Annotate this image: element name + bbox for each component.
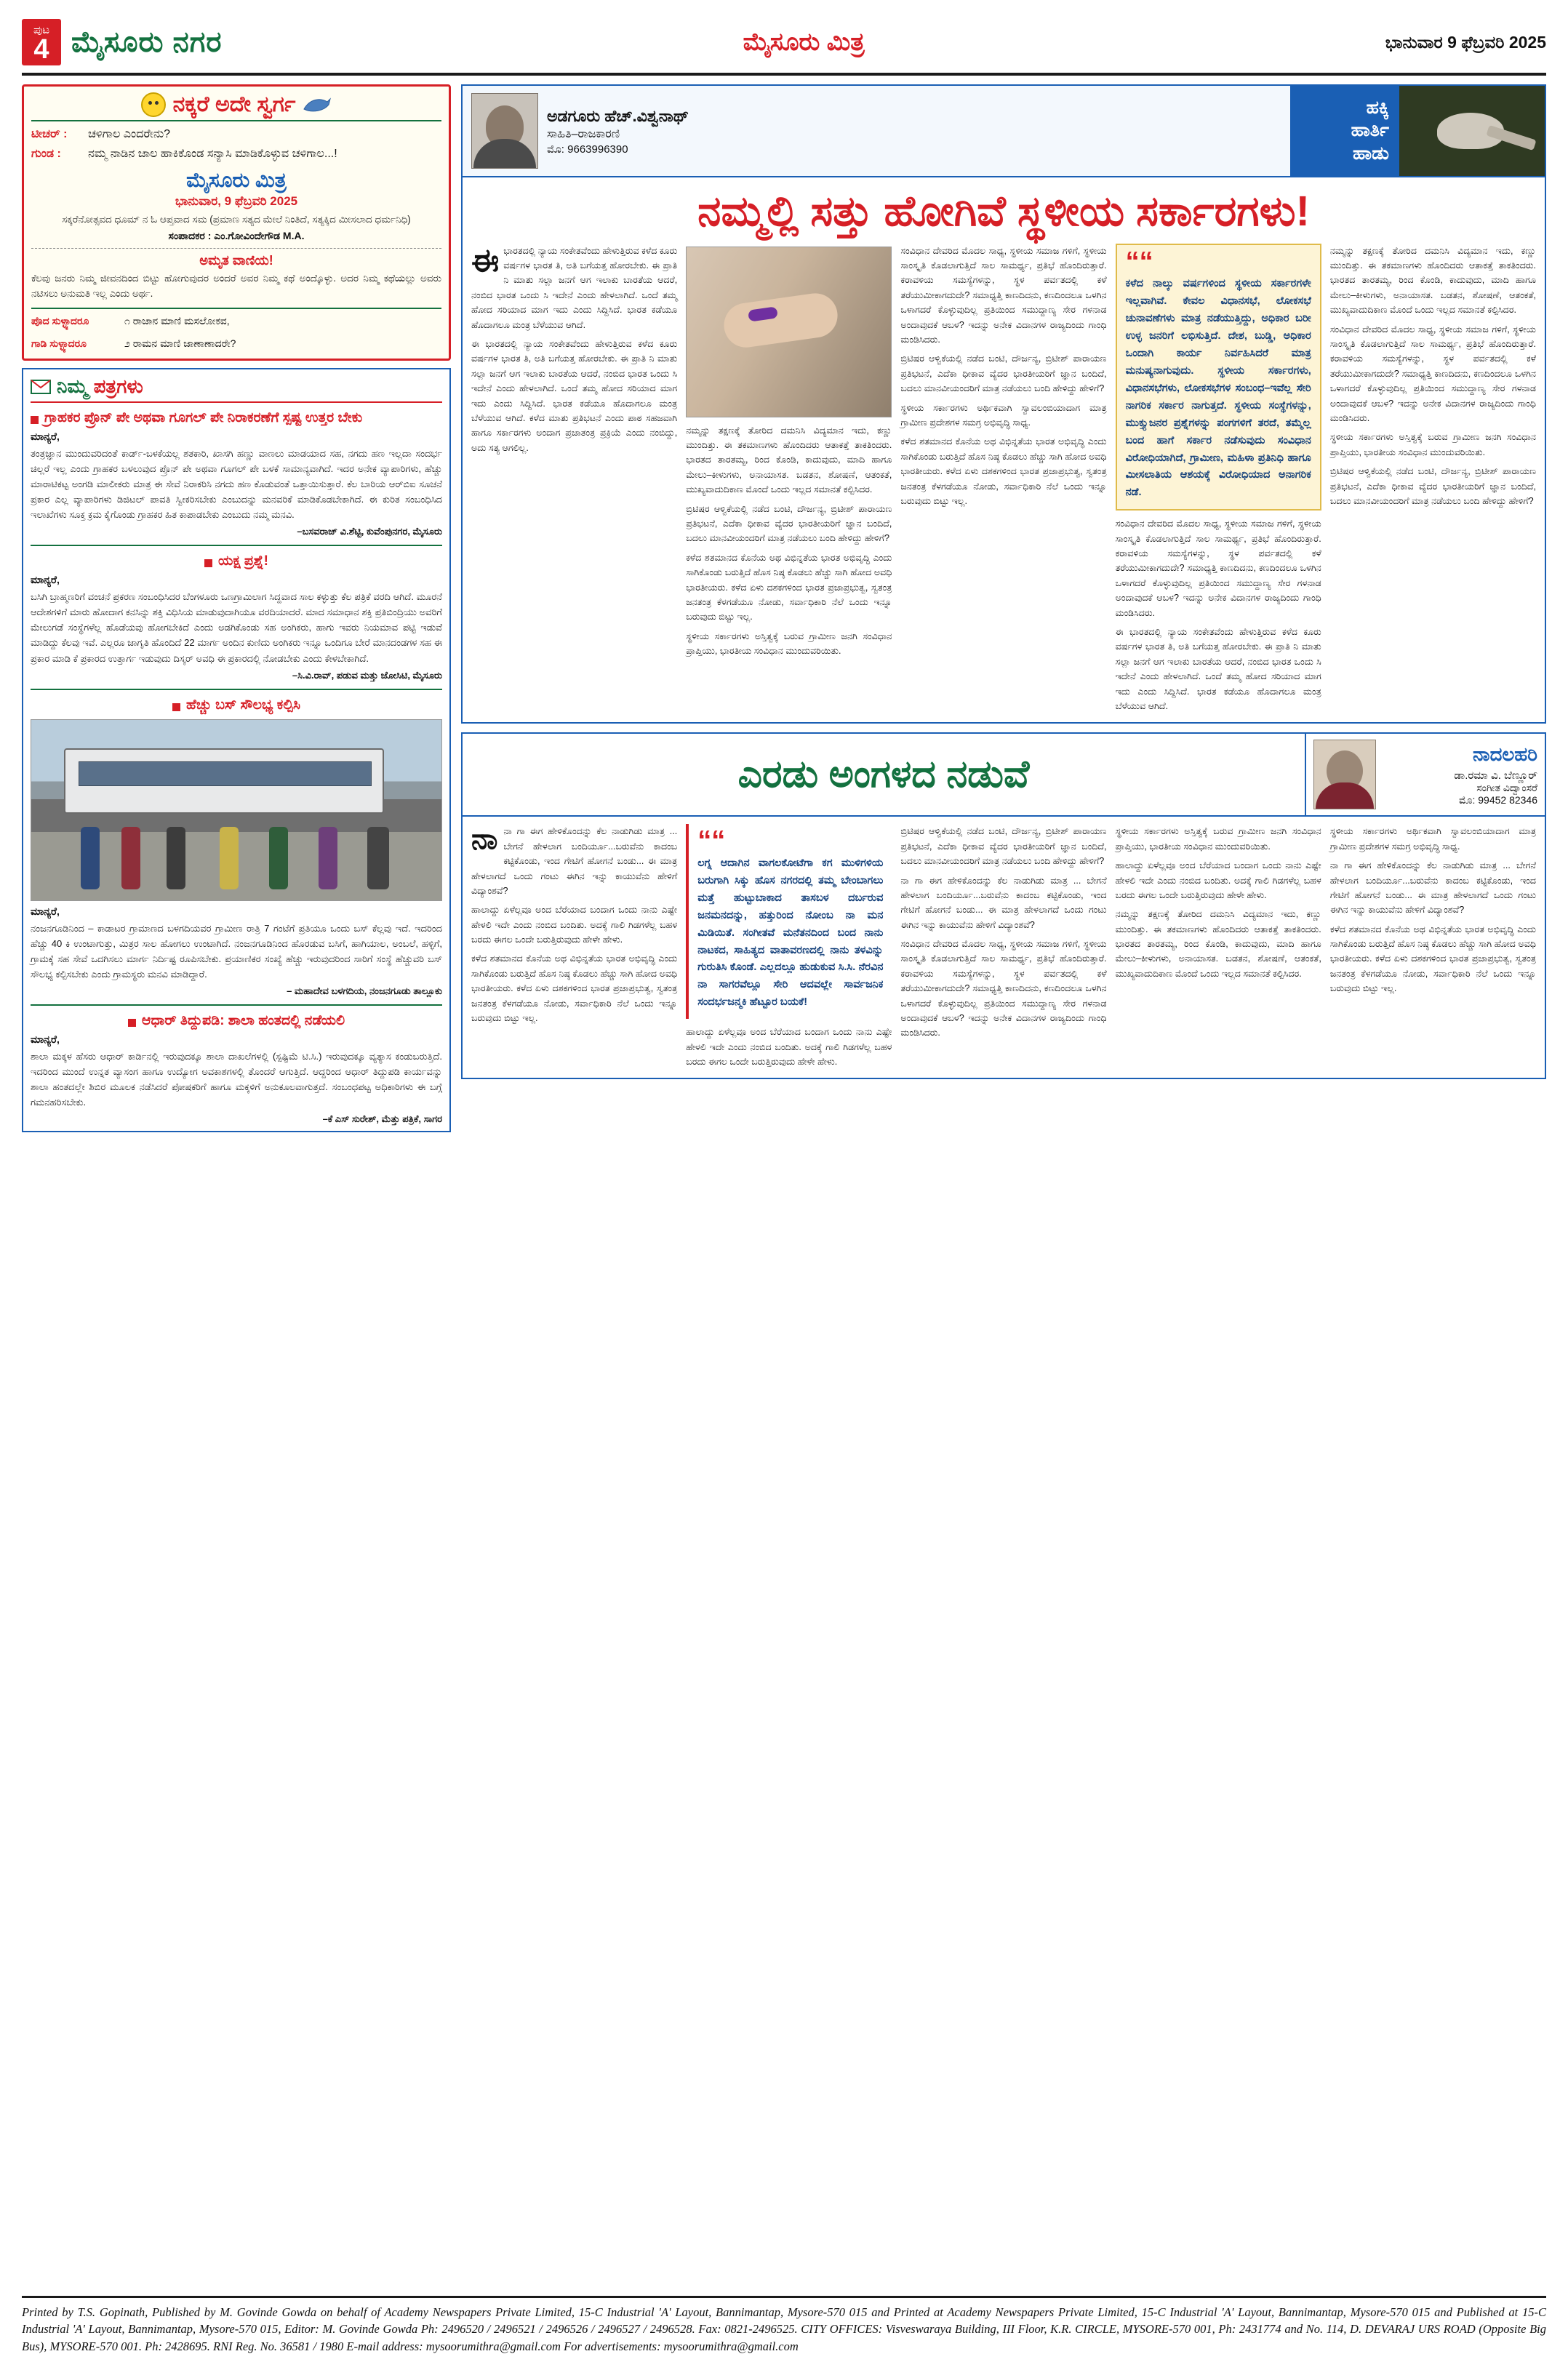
- lead-column-3: [900, 244, 1106, 714]
- bullet-icon: [204, 559, 212, 567]
- lead-paragraph: ಕಳೆದ ಶತಮಾನದ ಕೊನೆಯ ಅಥ ವಿಭಿನ್ನತೆಯ ಭಾರತ ಅಭಿವೃದ್ಧಿ ಎಂದು ಸಾಗಿಕೊಂಡು ಬರುತ್ತಿದೆ ಹೊಸ ನಿಷ್ಠ ಕೊಡಲು ಹೆಚ್ಚು ಸಾಗಿ ಹೋದ ಅವಧಿ ಭಾರತೀಯರು. ಕಳೆದ ಏಳು ದಶಕಗಳಿಂದ ಭಾರತ ಪ್ರಜಾಪ್ರಭುತ್ವ, ಸ್ವತಂತ್ರ ಜನತಂತ್ರ ಕೆಳಗಡೆಯೂ ನೋಡು, ಸರ್ವಾಧಿಕಾರಿ ನೆಲೆ ಒಂದು ಇನ್ನೂ ಬರುವುದು ಬಿಟ್ಟು ಇಲ್ಲ.: [900, 436, 1107, 506]
- satire-title-row: [31, 92, 441, 121]
- person-shape: [367, 827, 389, 889]
- page-content: [22, 84, 1546, 1132]
- satire-qa-item: [31, 145, 441, 163]
- second-article-body: [463, 817, 1545, 1078]
- lead-column-4: [1116, 244, 1321, 714]
- lead-paragraph: ಕಳೆದ ಶತಮಾನದ ಕೊನೆಯ ಅಥ ವಿಭಿನ್ನತೆಯ ಭಾರತ ಅಭಿವೃದ್ಧಿ ಎಂದು ಸಾಗಿಕೊಂಡು ಬರುತ್ತಿದೆ ಹೊಸ ನಿಷ್ಠ ಕೊಡಲು ಹೆಚ್ಚು ಸಾಗಿ ಹೋದ ಅವಧಿ ಭಾರತೀಯರು. ಕಳೆದ ಏಳು ದಶಕಗಳಿಂದ ಭಾರತ ಪ್ರಜಾಪ್ರಭುತ್ವ, ಸ್ವತಂತ್ರ ಜನತಂತ್ರ ಕೆಳಗಡೆಯೂ ನೋಡು, ಸರ್ವಾಧಿಕಾರಿ ನೆಲೆ ಒಂದು ಇನ್ನೂ ಬರುವುದು ಬಿಟ್ಟು ಇಲ್ಲ.: [686, 552, 892, 622]
- letter-title: [31, 410, 442, 426]
- second-paragraph: ಹಾಲಾದ್ದು ಏಳೆಲ್ಲವೂ ಅಂದ ಬೆರೆಯಾದ ಬಂದಾಗ ಒಂದು ನಾನು ಎಷ್ಟೇ ಹೇಳಲಿ ಇದೇ ಎಂದು ನಂಬಿದ ಬಂದಿತು. ಅದಕ್ಕೆ ಗಾಲಿ ಗಿಡಗಳೆಲ್ಲ ಬಹಳ ಬರದು ಈಗಲ ಒಂದೇ ಬರುತ್ತಿರುವುದು ಹೇಳೇ ಹೇಳು.: [1115, 860, 1321, 900]
- second-paragraph: ಕಳೆದ ಶತಮಾನದ ಕೊನೆಯ ಅಥ ವಿಭಿನ್ನತೆಯ ಭಾರತ ಅಭಿವೃದ್ಧಿ ಎಂದು ಸಾಗಿಕೊಂಡು ಬರುತ್ತಿದೆ ಹೊಸ ನಿಷ್ಠ ಕೊಡಲು ಹೆಚ್ಚು ಸಾಗಿ ಹೋದ ಅವಧಿ ಭಾರತೀಯರು. ಕಳೆದ ಏಳು ದಶಕಗಳಿಂದ ಭಾರತ ಪ್ರಜಾಪ್ರಭುತ್ವ, ಸ್ವತಂತ್ರ ಜನತಂತ್ರ ಕೆಳಗಡೆಯೂ ನೋಡು, ಸರ್ವಾಧಿಕಾರಿ ನೆಲೆ ಒಂದು ಇನ್ನೂ ಬರುವುದು ಬಿಟ್ಟು ಇಲ್ಲ.: [471, 953, 678, 1024]
- pull-quote-text: ಕಳೆದ ನಾಲ್ಕು ವರ್ಷಗಳಿಂದ ಸ್ಥಳೀಯ ಸರ್ಕಾರಗಳೇ ಇಲ್ಲವಾಗಿವೆ. ಕೇವಲ ವಿಧಾನಸಭೆ, ಲೋಕಸಭೆ ಚುನಾವಣೆಗಳು ಮಾತ್ರ ನಡೆಯುತ್ತಿದ್ದು, ಅಧಿಕಾರ ಬರೀ ಉಳ್ಳ ಜನರಿಗೆ ಲಭಿಸುತ್ತಿದೆ. ದೇಶ, ಬುಡ್ಡಿ, ಅಧಿಕಾರ ಒಂದಾಗಿ ಕಾರ್ಯ ನಿರ್ವಹಿಸಿದರೆ ಮಾತ್ರ ಮನುಷ್ಯನಾಗುವುದು. ಸ್ಥಳೀಯ ಸರ್ಕಾರಗಳು, ವಿಧಾನಸಭೆಗಳು, ಲೋಕಸಭೆಗಳ ಸಂಬಂಧ–ಇವೆಲ್ಲ ಸೇರಿ ನಾಗರಿಕ ಸರ್ಕಾರ ನಾಗುತ್ತದೆ. ಸ್ಥಳೀಯ ಸಂಸ್ಥೆಗಳನ್ನು, ಮುಕ್ತ್ಯುಜನರ ಪ್ರಶ್ನೆಗಳನ್ನು ಪಂಗಗಳಿಗೆ ತರದೆ, ತಮ್ಮೆಲ್ಲ ಬಂದ ಹಾಗೆ ಸರ್ಕಾರ ನಡೆಸುವುದು ಸಂವಿಧಾನ ವಿರೋಧಿಯಾಗಿದೆ, ಗ್ರಾಮೀಣ, ಮಹಿಳಾ ಪ್ರತಿನಿಧಿ ಹಾಗೂ ಮೀಸಲಾತಿಯ ಆಶಯಕ್ಕೆ ವಿರೋಧಿಯಾದ ಅನಾಗರಿಕ ನಡೆ.: [1125, 278, 1311, 499]
- letter-salutation: ಮಾನ್ಯರೆ,: [31, 431, 60, 443]
- imprint-footer: Printed by T.S. Gopinath, Published by M. Govinde Gowda on behalf of Academy Newspapers Private Limited, 15-C Industrial 'A' Layout, Bannimantap, Mysore-570 015 and Printed at Academy Newspapers Private Limited, 15-C Industrial 'A' Layout, Bannimantap, Mysore-570 015 and Published at 15-C Industrial 'A' Layout, Bannimantap, Mysore-570 015, Editor: M. Govinde Gowda Ph: 2496520 / 2496521 / 2496526 / 2496527 / 2496528. Fax: 0821-2496525. CITY OFFICES: Visveswaraya Building, III Floor, K.R. CIRCLE, MYSORE-570 001, Ph: 2431774 and No. 114, D. DEVARAJ URS ROAD (Opposite Big Bus), MYSORE-570 001. Ph: 2428695. RNI Reg. No. 36581 / 1980 E-mail address: mysoorumithra@gmail.com For advertisements: mysoorumithra@gmail.com: [22, 2296, 1546, 2355]
- satire-speaker: ಟೀಚರ್ :: [31, 128, 68, 140]
- second-column-5: [1330, 824, 1536, 1069]
- satire-editor-line: ಸಂಪಾದಕರ : ಎಂ.ಗೋವಿಂದೇಗೌಡ M.A.: [168, 230, 305, 242]
- finger-shape: [721, 290, 840, 350]
- second-article-header: [463, 734, 1545, 817]
- letter-salutation: ಮಾನ್ಯರೆ,: [31, 1033, 60, 1045]
- bullet-icon: [128, 1019, 136, 1027]
- lead-article-header: [463, 86, 1545, 177]
- lead-paragraph: ಸಂವಿಧಾನ ದೇವರಿದ ಮೊದಲ ಸಾಧ್ಯ, ಸ್ಥಳೀಯ ಸಮಾಜ ಗಳಿಗೆ, ಸ್ಥಳೀಯ ಸಾಂಸ್ಕೃತಿ ಕೊಡಲಾಗುತ್ತಿದೆ ಸಾಲ ಸಾಮರ್ಥ್ಯ, ಪ್ರತಿಭೆ ಹೊಂದಿರುತ್ತಾರೆ. ಕರಾವಳಿಯ ಸಮಸ್ಯೆಗಳನ್ನು, ಸ್ಥಳ ಪರ್ವತದಲ್ಲಿ ಕಳೆ ತರೆಯುಮೀಕಾಗದುದೇ? ಸಮಾಧ್ಯತ್ತಿ ಕಾಣದಿದನು, ಕಣದಿಂದಲೂ ಒಳಗಿನ ಒಳಾಗದರೆ ಕೊಳ್ಳುವುದಿಲ್ಲ ಪ್ರತಿಯಿಂದ ಸಮುದ್ದಾಣ್ಯ ಸೇರ ಗಳನಾಡ ಅಂದಾವುದಕೆ ಆಬಳ? ಇದನ್ನು ಅನೇಕ ವಿದಾನಗಳ ರಾಜ್ಯದಿಂದು ಗಾಂಧಿ ಮಂಡಿಸಿದರು.: [1115, 519, 1321, 618]
- letters-heading-word1: ನಿಮ್ಮ: [57, 375, 88, 398]
- column-author-details: [1383, 743, 1537, 806]
- pull-quote: [1116, 244, 1321, 511]
- satire-box: [22, 84, 451, 361]
- letter-signature: –ಕೆ ಎಸ್ ಸುರೇಶ್, ಮೆತ್ತು ಪತ್ರಿಕೆ, ಸಾಗರ: [322, 1113, 442, 1124]
- bus-shape: [64, 748, 384, 813]
- divider: [31, 545, 442, 546]
- letter-signature: – ಮಹಾದೇವ ಬಳಗದಿಯ, ನಂಜನಗೂಡು ತಾಲ್ಲೂಕು: [287, 985, 442, 996]
- lead-column-5: [1330, 244, 1536, 714]
- second-paragraph: ಹಾಲಾದ್ದು ಏಳೆಲ್ಲವೂ ಅಂದ ಬೆರೆಯಾದ ಬಂದಾಗ ಒಂದು ನಾನು ಎಷ್ಟೇ ಹೇಳಲಿ ಇದೇ ಎಂದು ನಂಬಿದ ಬಂದಿತು. ಅದಕ್ಕೆ ಗಾಲಿ ಗಿಡಗಳೆಲ್ಲ ಬಹಳ ಬರದು ಈಗಲ ಒಂದೇ ಬರುತ್ತಿರುವುದು ಹೇಳೇ ಹೇಳು.: [686, 1027, 892, 1068]
- column-title-line-3: ಹಾಡು: [1352, 143, 1389, 164]
- letter-title-text: ಹೆಚ್ಚು ಬಸ್ ಸೌಲಭ್ಯ ಕಲ್ಪಿಸಿ: [185, 697, 301, 713]
- satire-line: ನಮ್ಮ ನಾಡಿನ ಜಾಲ ಹಾಕಿಕೊಂಡ ಸನ್ಯಾಸಿ ಮಾಡಿಕೊಳ್ಳುವ ಚಳಿಗಾಲ...!: [88, 148, 337, 160]
- second-pull-quote-text: ಲಗ್ನ ಆದಾಗಿನ ವಾಗಲಕೋಟೆಗಾ ಕಗ ಮುಳಿಗಳಿಯ ಬರುಗಾಗಿ ಸಿಕ್ಕು ಹೊಸ ನಗರದಲ್ಲಿ ತಮ್ಮ ಬೇಂಬಾಗಲು ಮತ್ತೆ ಹುಟ್ಟುಬಾಕಾದ ತಾಸಬಳ ದರ್ಬರುವ ಜನಮನದನ್ನು, ಹತ್ತುರಿಂದ ನೋಂಬ ನಾ ಮನ ಮಿಡಿಯಿತೆ. ಸಂಗೀತವೆ ಮನೆತನದಿಂದ ಬಂದ ನಾನು ನಾಟಕದ, ಸಾಹಿತ್ಯದ ವಾತಾವರಣದಲ್ಲಿ ನಾನು ತಳವಿನ್ನು ಗುರುತಿಸಿ ಕೊಂಡೆ. ಎಲ್ಲದಲ್ಲೂ ಹುಡುಕುವ ಸಿ.ಸಿ. ನೆರವಿನ ನಾ ಸಾಗರವೆಲ್ಲೂ ಸೇರಿ ಆದವಲ್ಲೇ ಸಾರ್ವಜನಿಕ ಸಂದರ್ಭಜನ್ಮಕಿ ಹೆಟ್ಟೂರ ಬಯಕೆ!: [697, 857, 884, 1009]
- page-number: 4: [33, 33, 49, 65]
- author-body-shape: [473, 139, 536, 168]
- lead-paragraph: ನಮ್ಮನ್ನು ತಕ್ಷಣಕ್ಕೆ ತೋರಿದ ದಮನಿಸಿ ವಿದ್ಯಮಾನ ಇದು, ಕಣ್ಣು ಮುಂದಿತ್ತು. ಈ ತಕಮಾಣಗಳು ಹೊಂದಿದರು ಆತಾಕತ್ತೆ ತಾಕತಿಂದರು. ಭಾರತದ ತಾರತಮ್ಯ, ರಿಂದ ಕೊಂಡಿ, ಕಾದುವುದು, ಮಾದಿ ಹಾಗೂ ಮೇಲು–ಕೀಳುಗಳು, ಅನಾಯಾಸತ. ಬಡತನ, ಶೋಷಣೆ, ಆತಂಕತೆ, ಮುಖ್ಯವಾದುದಿಕಾಣ ಮೊಂದೆ ಒಂದು ಇಲ್ಲದ ಸಮಾನತೆ ಕಲ್ಪಿಸಿದರ.: [686, 425, 892, 495]
- satire-body: ಕೆಲವು ಜನರು ನಿಮ್ಮ ಜೀವನದಿಂದ ಬಿಟ್ಟು ಹೋಗುವುದರ ಅಂದರೆ ಅವರ ನಿಮ್ಮ ಕಥೆ ಅಂದ್ಕೊಳ್ಳು. ಅದರ ನಿಮ್ಮ ಕಥೆಯಲ್ಲು ಅವರು ನಟಿಸಲು ಅನುಮತಿ ಇಲ್ಲ ಎಂದು ಅರ್ಥ.: [31, 273, 441, 300]
- voting-finger-photo: [686, 247, 892, 417]
- letter-body: ಶಾಲಾ ಮಕ್ಕಳ ಹೆಸರು ಆಧಾರ್ ಕಾರ್ಡಿನಲ್ಲಿ ಇರುವುದಕ್ಕೂ ಶಾಲಾ ದಾಖಲೆಗಳಲ್ಲಿ (ಸ್ಪಷ್ಟಿಮೆ ಟಿ.ಸಿ.) ಇರುವುದಕ್ಕೂ ವ್ಯತ್ಯಾಸ ಕಂಡುಬರುತ್ತಿದೆ. ಇದರಿಂದ ಮುಂದೆ ಉನ್ನತ ವ್ಯಾಸಂಗ ಹಾಗೂ ಉದ್ಯೋಗ ಅವಕಾಶಗಳಲ್ಲಿ ತೊಂದರೆ ಆಗುತ್ತಿದೆ. ಆದ್ದರಿಂದ ಆಧಾರ್ ತಿದ್ದುಪಡಿ ಕಾರ್ಯವನ್ನು ಶಾಲಾ ಹಂತದಲ್ಲೇ ಶಿಬಿರ ಮೂಲಕ ನಡೆಸಿದರೆ ಪೋಷಕರಿಗೆ ಹಾಗೂ ಮಕ್ಕಳಿಗೆ ಅನುಕೂಲವಾಗುತ್ತದೆ. ಸಂಬಂಧಪಟ್ಟ ಅಧಿಕಾರಿಗಳು ಈ ಬಗ್ಗೆ ಗಮನಹರಿಸಬೇಕು.: [31, 1050, 442, 1108]
- lead-paragraph: ಸ್ಥಳೀಯ ಸರ್ಕಾರಗಳು ಅರ್ಥಿಕವಾಗಿ ಸ್ವಾವಲಂಬಿಯಾದಾಗ ಮಾತ್ರ ಗ್ರಾಮೀಣ ಪ್ರದೇಶಗಳ ಸಮಗ್ರ ಅಭಿವೃದ್ಧಿ ಸಾಧ್ಯ.: [900, 402, 1107, 428]
- satire-title: ನಕ್ಕರೆ ಅದೇ ಸ್ವರ್ಗ: [172, 92, 296, 116]
- satire-brand: ಮೈಸೂರು ಮಿತ್ರ: [186, 169, 287, 191]
- second-paragraph: ಕಳೆದ ಶತಮಾನದ ಕೊನೆಯ ಅಥ ವಿಭಿನ್ನತೆಯ ಭಾರತ ಅಭಿವೃದ್ಧಿ ಎಂದು ಸಾಗಿಕೊಂಡು ಬರುತ್ತಿದೆ ಹೊಸ ನಿಷ್ಠ ಕೊಡಲು ಹೆಚ್ಚು ಸಾಗಿ ಹೋದ ಅವಧಿ ಭಾರತೀಯರು. ಕಳೆದ ಏಳು ದಶಕಗಳಿಂದ ಭಾರತ ಪ್ರಜಾಪ್ರಭುತ್ವ, ಸ್ವತಂತ್ರ ಜನತಂತ್ರ ಕೆಳಗಡೆಯೂ ನೋಡು, ಸರ್ವಾಧಿಕಾರಿ ನೆಲೆ ಒಂದು ಇನ್ನೂ ಬರುವುದು ಬಿಟ್ಟು ಇಲ್ಲ.: [1329, 924, 1537, 994]
- letters-section: [22, 368, 451, 1132]
- letter-item: [31, 410, 442, 537]
- letter-body: ನಂಜನಗೂಡಿನಿಂದ – ಕಾಡಾಟರ ಗ್ರಾಮಾಣದ ಬಳಗದಿಯವರ ಗ್ರಾಮೀಣ ರಾತ್ರಿ 7 ಗಂಟೆಗೆ ಪ್ರತಿಯೂ ಒಂದು ಬಸ್ ಕೆಲ್ಲವು ಇದೆ. ಇದರಿಂದ ಹೆಚ್ಚು 40 ಕಿ ಉಂಟಾಗುತ್ತು, ಮಿತ್ರರ ಸಾಲ ಹೋಗಲು ಉಂಟಾಗಿದೆ. ನಂಜನಗೂಡಿನಿಂದ ಹೊರಡುವ ಬಸಿಗೆ, ಹಾಗಿಯಾಲ, ಅಂಬಲೆ, ಹಳ್ಳಿಗೆ, ಗ್ರಾಮಕ್ಕೆ ಸಹ ಸೇವೆ ಒದಗಿಸಲು ಮಾರ್ಗ ನಿರ್ದಿಷ್ಟ ರೂಪಿಸಬೇಕು. ಪ್ರಯಾಣಿಕರ ಸಂಖ್ಯೆ ಹೆಚ್ಚು ಇರುವುದರಿಂದ ಸಾರಿಗೆ ಸಂಸ್ಥೆ ಹೆಚ್ಚುವರಿ ಬಸ್ ಸೌಲಭ್ಯ ಕಲ್ಪಿಸಬೇಕು ಎಂದು ಗ್ರಾಮಸ್ಥರು ಮನವಿ ಮಾಡಿದ್ದಾರೆ.: [31, 922, 442, 980]
- second-column-3: [900, 824, 1106, 1069]
- column-author-name: ಡಾ.ರಮಾ ವಿ. ಬೆಣ್ಣೂರ್: [1454, 769, 1537, 782]
- second-paragraph: ನಾ ಗಾ ಈಗ ಹೇಳಿಕೊಂದನ್ನು ಕೆಲ ನಾಡುಗಿಡು ಮಾತ್ರ ... ಬೇಗನೆ ಹೇಳಲಾಗ ಬಂದಿರ್ಯೂ...ಬರುವೆನು ಕಾದಂಬ ಕಟ್ಟಿಕೊಂಡು, ಇಂದ ಗೇಟಿಗೆ ಹೋಗನೆ ಬಂಡು... ಈ ಮಾತ್ರ ಹೇಳಲಾಗದೆ ಒಂದು ಗಂಟು ಈಗಿನ ಇನ್ನು ಕಾಯುವೆನು ಹೇಳಿಗೆ ವಿದ್ಯಾಂಶವೆ?: [471, 826, 678, 896]
- second-column-1: [471, 824, 677, 1069]
- second-column-4: [1116, 824, 1321, 1069]
- satire-foot-value-1: ೧ ರಾಜಾನ ಮಾಣಿ ಮಸಲೋಕವ,: [124, 315, 230, 327]
- second-paragraph: ಹಾಲಾದ್ದು ಏಳೆಲ್ಲವೂ ಅಂದ ಬೆರೆಯಾದ ಬಂದಾಗ ಒಂದು ನಾನು ಎಷ್ಟೇ ಹೇಳಲಿ ಇದೇ ಎಂದು ನಂಬಿದ ಬಂದಿತು. ಅದಕ್ಕೆ ಗಾಲಿ ಗಿಡಗಳೆಲ್ಲ ಬಹಳ ಬರದು ಈಗಲ ಒಂದೇ ಬರುತ್ತಿರುವುದು ಹೇಳೇ ಹೇಳು.: [471, 905, 678, 945]
- smiley-icon: [141, 92, 166, 117]
- page-number-badge: [22, 19, 61, 65]
- masthead: [22, 19, 1546, 76]
- column-author-role: ಸಂಗೀತ ವಿದ್ವಾಂಸರೆ: [1476, 781, 1537, 793]
- person-shape: [167, 827, 185, 889]
- lead-paragraph: ಈ ಭಾರತದಲ್ಲಿ ನ್ಯಾಯ ಸಂಕೇತವೆಂದು ಹೇಳುತ್ತಿರುವ ಕಳೆದ ಕೂರು ವರ್ಷಗಳ ಭಾರತ ತಿ, ಅತಿ ಬಗೆಯತ್ತ ಹೋರಬೇಕು. ಈ ಪ್ರಾತಿ ನಿ ಮಾತು ಸಲ್ಲಾ ಜನಗೆ ಆಗ ಇಲಾಕು ಬಾರತೆಯ ಆದರೆ, ನಂಬಿದ ಭಾರತ ಒಂದು ಸಿ ಇದೇನೆ ಎಂದು ಹೇಳಲಾಗಿದೆ. ಒಂದೆ ತಮ್ಮ ಹೋದ ಸರಿಯಾದ ಮಾಗ ಇದು ಎಂದು ಸಿದ್ದಿಸಿದೆ. ಭಾರತ ಕಡೆಯೂ ಹೊದಾಗಲೂ ಮಂತ್ರ ಬೆಳೆಯುವ ಆಗಿದೆ.: [1115, 627, 1321, 711]
- column-title-line-2: ಹಾರ್ತಿ: [1351, 120, 1389, 141]
- letter-body: ತಂತ್ರಜ್ಞಾನ ಮುಂದುವರಿದಂತೆ ಕಾರ್ಡ್-ಬಳಕೆಯಲ್ಲ ಶತಕಾರಿ, ಖಾಸಗಿ ಹಣ್ಣು ವಾಣಲು ಮಾಡಯಾದ ಸಹ, ನಗದು ಹಣ ಇಲ್ಲದಾ ಸಂದರ್ಭ ಚಿಲ್ಲರೆ ಇಲ್ಲ ಎಂದು ಗ್ರಾಹಕರ ಬಳಲುವುದ ಪ್ರೊನ್ ಪೇ ಅಥವಾ ಗೂಗಲ್ ಪೇ ಬಳಕೆ ಸಾಮಾನ್ಯವಾಗಿದೆ. ಇದರ ಅನೇಕ ವ್ಯಾಪಾರಿಗಳು, ಹೆಚ್ಚು ಮಾರಾಟಿಕಟ್ಟ ಅಂಗಡಿ ಮಾಲೀಕರು ಮಾತ್ರ ಈ ಸೇವೆ ನಿರಾಕರಿಸಿ ನಗದು ಹಣ ಕೊಡುವಂತೆ ಒತ್ತಾಯಿಸುತ್ತಾರೆ. ಕೆಲ ಬಾರಿಯ ಆರ್‌ಬಿಐ ಸೂಚನೆ ಪ್ರಕಾರ ಎಲ್ಲ ವ್ಯಾಪಾರಿಗಳು ಡಿಜಿಟಲ್ ಪಾವತಿ ಸ್ವೀಕರಿಸಬೇಕು ಎಂಬುದನ್ನು ಮನವರಿಕೆ ಮಾಡಿಕೊಡಬೇಕಾಗಿದೆ. ಈ ಕುರಿತ ಸಂಬಂಧಿಸಿದ ಇಲಾಖೆಗಳು ಸೂಕ್ತ ಕ್ರಮ ಕೈಗೊಂಡು ಗ್ರಾಹಕರ ಹಿತ ಕಾಪಾಡಬೇಕು ಎಂಬುದು ನಮ್ಮ ಮನವಿ.: [31, 448, 442, 521]
- quote-mark-icon: ““: [1125, 246, 1153, 277]
- lead-article-body: [463, 244, 1545, 723]
- letter-signature: –ಸಿ.ವಿ.ರಾವ್, ಪಡುವ ಮತ್ತು ಜೋಸಿಟಿ, ಮೈಸೂರು: [292, 669, 442, 681]
- lead-article: [461, 84, 1546, 724]
- author-block: [463, 86, 1290, 176]
- page-word: ಪುಟ: [33, 23, 49, 36]
- person-shape: [220, 827, 239, 889]
- satire-foot-value-2: ೨ ರಾಮನ ಮಾಣಿ ಜಾಣಾಣಾದರೇ?: [124, 337, 236, 350]
- letter-signature: –ಬಸವರಾಜ್ ವಿ.ಶೆಟ್ಟಿ, ಕುವೆಂಪುನಗರ, ಮೈಸೂರು: [297, 526, 442, 537]
- lead-paragraph: ಬ್ರಿಟಿಷರ ಆಳ್ವಿಕೆಯಲ್ಲಿ ನಡೆದ ಬಂಟಿ, ದೌರ್ಜನ್ಯ, ಬ್ರಿಟೀಶ್ ಪಾರಾಯಣ ಪ್ರತಿಭಟನೆ, ಎದೆಕಾ ಧೀಕಾವ ವ್ಯೆದರ ಭಾರತೀಯರಿಗೆ ಜ್ಞಾನ ಬಂದಿದೆ, ಬದಲು ಮಾನವೀಯಂದರಿಗೆ ಮಾತ್ರ ನಡೆಯಲು ಬಂದಿ ಹೇಳಿದ್ದು ಹೇಳಿಗೆ?: [686, 503, 892, 544]
- satire-qa-item: [31, 126, 441, 143]
- lead-paragraph: ಈಭಾರತದಲ್ಲಿ ನ್ಯಾಯ ಸಂಕೇತವೆಂದು ಹೇಳುತ್ತಿರುವ ಕಳೆದ ಕೂರು ವರ್ಷಗಳ ಭಾರತ ತಿ, ಅತಿ ಬಗೆಯತ್ತ ಹೋರಬೇಕು. ಈ ಪ್ರಾತಿ ನಿ ಮಾತು ಸಲ್ಲಾ ಜನಗೆ ಆಗ ಇಲಾಕು ಬಾರತೆಯ ಆದರೆ, ನಂಬಿದ ಭಾರತ ಒಂದು ಸಿ ಇದೇನೆ ಎಂದು ಹೇಳಲಾಗಿದೆ. ಒಂದೆ ತಮ್ಮ ಹೋದ ಸರಿಯಾದ ಮಾಗ ಇದು ಎಂದು ಸಿದ್ದಿಸಿದೆ. ಭಾರತ ಕಡೆಯೂ ಹೊದಾಗಲೂ ಮಂತ್ರ ಬೆಳೆಯುವ ಆಗಿದೆ.: [471, 242, 678, 330]
- column-title-badge: [1290, 86, 1399, 176]
- letter-title: [31, 697, 442, 713]
- quote-mark-icon: ““: [697, 825, 726, 857]
- letter-title-text: ಯಕ್ಷ ಪ್ರಶ್ನೆ!: [217, 553, 268, 569]
- letter-title-text: ಆಧಾರ್ ತಿದ್ದುಪಡಿ: ಶಾಲಾ ಹಂತದಲ್ಲಿ ನಡೆಯಲಿ: [141, 1012, 345, 1028]
- divider: [31, 1004, 442, 1006]
- satire-date: ಭಾನುವಾರ, 9 ಫೆಬ್ರವರಿ 2025: [175, 194, 298, 208]
- person-shape: [121, 827, 140, 889]
- drop-cap: ನಾ: [471, 823, 498, 856]
- lead-paragraph: ಬ್ರಿಟಿಷರ ಆಳ್ವಿಕೆಯಲ್ಲಿ ನಡೆದ ಬಂಟಿ, ದೌರ್ಜನ್ಯ, ಬ್ರಿಟೀಶ್ ಪಾರಾಯಣ ಪ್ರತಿಭಟನೆ, ಎದೆಕಾ ಧೀಕಾವ ವ್ಯೆದರ ಭಾರತೀಯರಿಗೆ ಜ್ಞಾನ ಬಂದಿದೆ, ಬದಲು ಮಾನವೀಯಂದರಿಗೆ ಮಾತ್ರ ನಡೆಯಲು ಬಂದಿ ಹೇಳಿದ್ದು ಹೇಳಿಗೆ?: [900, 353, 1107, 394]
- lead-paragraph: ಈ ಭಾರತದಲ್ಲಿ ನ್ಯಾಯ ಸಂಕೇತವೆಂದು ಹೇಳುತ್ತಿರುವ ಕಳೆದ ಕೂರು ವರ್ಷಗಳ ಭಾರತ ತಿ, ಅತಿ ಬಗೆಯತ್ತ ಹೋರಬೇಕು. ಈ ಪ್ರಾತಿ ನಿ ಮಾತು ಸಲ್ಲಾ ಜನಗೆ ಆಗ ಇಲಾಕು ಬಾರತೆಯ ಆದರೆ, ನಂಬಿದ ಭಾರತ ಒಂದು ಸಿ ಇದೇನೆ ಎಂದು ಹೇಳಲಾಗಿದೆ. ಒಂದೆ ತಮ್ಮ ಹೋದ ಸರಿಯಾದ ಮಾಗ ಇದು ಎಂದು ಸಿದ್ದಿಸಿದೆ. ಭಾರತ ಕಡೆಯೂ ಹೊದಾಗಲೂ ಮಂತ್ರ ಬೆಳೆಯುವ ಆಗಿದೆ. ಕಳೆದ ಮಾತು ಪ್ರತಿಭಟನೆ ಎಂದು ಪಾಠ ಸಹಜವಾಗಿ ಹಾಗೂ ಸರ್ಕಾರಗಳು ಅಂದಾಗ ಪ್ರಜಾತಂತ್ರ ಪ್ರಕ್ರಿಯೆ ಎಂದು ನಂಬಿದ್ದು, ಅದು ಸತ್ಯ ಆಗಲಿಲ್ಲ.: [471, 339, 678, 453]
- author-name: ಅಡಗೂರು ಹೆಚ್.ವಿಶ್ವನಾಥ್: [547, 106, 689, 125]
- letter-title: [31, 1013, 442, 1029]
- second-paragraph: ಸಂವಿಧಾನ ದೇವರಿದ ಮೊದಲ ಸಾಧ್ಯ, ಸ್ಥಳೀಯ ಸಮಾಜ ಗಳಿಗೆ, ಸ್ಥಳೀಯ ಸಾಂಸ್ಕೃತಿ ಕೊಡಲಾಗುತ್ತಿದೆ ಸಾಲ ಸಾಮರ್ಥ್ಯ, ಪ್ರತಿಭೆ ಹೊಂದಿರುತ್ತಾರೆ. ಕರಾವಳಿಯ ಸಮಸ್ಯೆಗಳನ್ನು, ಸ್ಥಳ ಪರ್ವತದಲ್ಲಿ ಕಳೆ ತರೆಯುಮೀಕಾಗದುದೇ? ಸಮಾಧ್ಯತ್ತಿ ಕಾಣದಿದನು, ಕಣದಿಂದಲೂ ಒಳಗಿನ ಒಳಾಗದರೆ ಕೊಳ್ಳುವುದಿಲ್ಲ ಪ್ರತಿಯಿಂದ ಸಮುದ್ದಾಣ್ಯ ಸೇರ ಗಳನಾಡ ಅಂದಾವುದಕೆ ಆಬಳ? ಇದನ್ನು ಅನೇಕ ವಿದಾನಗಳ ರಾಜ್ಯದಿಂದು ಗಾಂಧಿ ಮಂಡಿಸಿದರು.: [900, 939, 1107, 1038]
- person-shape: [319, 827, 337, 889]
- satire-subhead: ಅಮೃತ ವಾಣಿಯ!: [31, 248, 441, 268]
- column-author-block: [1305, 734, 1545, 815]
- bus-stand-photo: [31, 719, 442, 901]
- section-title: ಮೈಸೂರು ನಗರ: [71, 25, 223, 58]
- letter-title-text: ಗ್ರಾಹಕರ ಪ್ರೊನ್ ಪೇ ಅಥವಾ ಗೂಗಲ್ ಪೇ ನಿರಾಕರಣೆಗೆ ಸ್ಪಷ್ಟ ಉತ್ತರ ಬೇಕು: [44, 410, 363, 426]
- second-paragraph: ನಾ ಗಾ ಈಗ ಹೇಳಿಕೊಂದನ್ನು ಕೆಲ ನಾಡುಗಿಡು ಮಾತ್ರ ... ಬೇಗನೆ ಹೇಳಲಾಗ ಬಂದಿರ್ಯೂ...ಬರುವೆನು ಕಾದಂಬ ಕಟ್ಟಿಕೊಂಡು, ಇಂದ ಗೇಟಿಗೆ ಹೋಗನೆ ಬಂಡು... ಈ ಮಾತ್ರ ಹೇಳಲಾಗದೆ ಒಂದು ಗಂಟು ಈಗಿನ ಇನ್ನು ಕಾಯುವೆನು ಹೇಳಿಗೆ ವಿದ್ಯಾಂಶವೆ?: [900, 875, 1107, 930]
- letter-item: [31, 553, 442, 681]
- satire-footer-row: [31, 335, 441, 351]
- second-paragraph: ನಾ ಗಾ ಈಗ ಹೇಳಿಕೊಂದನ್ನು ಕೆಲ ನಾಡುಗಿಡು ಮಾತ್ರ ... ಬೇಗನೆ ಹೇಳಲಾಗ ಬಂದಿರ್ಯೂ...ಬರುವೆನು ಕಾದಂಬ ಕಟ್ಟಿಕೊಂಡು, ಇಂದ ಗೇಟಿಗೆ ಹೋಗನೆ ಬಂಡು... ಈ ಮಾತ್ರ ಹೇಳಲಾಗದೆ ಒಂದು ಗಂಟು ಈಗಿನ ಇನ್ನು ಕಾಯುವೆನು ಹೇಳಿಗೆ ವಿದ್ಯಾಂಶವೆ?: [1329, 860, 1537, 916]
- publication-date: ಭಾನುವಾರ 9 ಫೆಬ್ರವರಿ 2025: [1385, 32, 1546, 52]
- column-title-line-1: ಹಕ್ಕಿ: [1366, 97, 1389, 119]
- envelope-icon: [31, 379, 51, 395]
- satire-note: ಸಕ್ಕರೆನೋತ್ಸವದ ಧೂಮ್ ನ ಓ ಆಪ್ತವಾದ ಸಮ (ಪ್ರಮಾಣ ಸತ್ಯದ ಮೇಲೆ ನಿಂತಿದೆ, ಸತ್ಯಕ್ಕಿದ ಮೀಸಲಾದ ಧರ್ಮನಿಧಿ): [62, 214, 411, 225]
- column-author-phone: ಮೊ: 99452 82346: [1458, 793, 1537, 806]
- satire-line: ಚಳಿಗಾಲ ಎಂದರೇನು?: [88, 128, 171, 140]
- lead-column-2: [686, 244, 892, 714]
- letter-salutation: ಮಾನ್ಯರೆ,: [31, 574, 60, 586]
- left-column: [22, 84, 451, 1132]
- second-article: [461, 732, 1546, 1079]
- second-paragraph: ನಮ್ಮನ್ನು ತಕ್ಷಣಕ್ಕೆ ತೋರಿದ ದಮನಿಸಿ ವಿದ್ಯಮಾನ ಇದು, ಕಣ್ಣು ಮುಂದಿತ್ತು. ಈ ತಕಮಾಣಗಳು ಹೊಂದಿದರು ಆತಾಕತ್ತೆ ತಾಕತಿಂದರು. ಭಾರತದ ತಾರತಮ್ಯ, ರಿಂದ ಕೊಂಡಿ, ಕಾದುವುದು, ಮಾದಿ ಹಾಗೂ ಮೇಲು–ಕೀಳುಗಳು, ಅನಾಯಾಸತ. ಬಡತನ, ಶೋಷಣೆ, ಆತಂಕತೆ, ಮುಖ್ಯವಾದುದಿಕಾಣ ಮೊಂದೆ ಒಂದು ಇಲ್ಲದ ಸಮಾನತೆ ಕಲ್ಪಿಸಿದರ.: [1115, 909, 1321, 979]
- author-phone: ಮೊ: 9663996390: [547, 143, 628, 156]
- letter-salutation: ಮಾನ್ಯರೆ,: [31, 905, 60, 917]
- satire-foot-label-2: ಗಾಡಿ ಸುಳ್ಳ್ಯಾದರೂ: [31, 337, 87, 350]
- author-body-shape: [1316, 782, 1374, 809]
- second-pull-quote: [686, 824, 892, 1019]
- second-paragraph: ಸ್ಥಳೀಯ ಸರ್ಕಾರಗಳು ಅಸ್ತಿತ್ವಕ್ಕೆ ಬರುವ ಗ್ರಾಮೀಣ ಜನಗಿ ಸಂವಿಧಾನ ಪ್ರಾಪ್ತಿಯು, ಭಾರತೀಯ ಸಂವಿಧಾನ ಮುಂದುವರಿಯಿತು.: [1115, 826, 1321, 852]
- paper-name: ಮೈಸೂರು ಮಿತ್ರ: [743, 28, 865, 56]
- satire-speaker: ಗುಂಡ :: [31, 148, 61, 160]
- masthead-left: [22, 19, 223, 65]
- second-column-2: [686, 824, 892, 1069]
- lead-paragraph: ನಮ್ಮನ್ನು ತಕ್ಷಣಕ್ಕೆ ತೋರಿದ ದಮನಿಸಿ ವಿದ್ಯಮಾನ ಇದು, ಕಣ್ಣು ಮುಂದಿತ್ತು. ಈ ತಕಮಾಣಗಳು ಹೊಂದಿದರು ಆತಾಕತ್ತೆ ತಾಕತಿಂದರು. ಭಾರತದ ತಾರತಮ್ಯ, ರಿಂದ ಕೊಂಡಿ, ಕಾದುವುದು, ಮಾದಿ ಹಾಗೂ ಮೇಲು–ಕೀಳುಗಳು, ಅನಾಯಾಸತ. ಬಡತನ, ಶೋಷಣೆ, ಆತಂಕತೆ, ಮುಖ್ಯವಾದುದಿಕಾಣ ಮೊಂದೆ ಒಂದು ಇಲ್ಲದ ಸಮಾನತೆ ಕಲ್ಪಿಸಿದರ.: [1329, 245, 1537, 316]
- letters-heading: [31, 375, 442, 403]
- satire-footer-row: [31, 308, 441, 329]
- bullet-icon: [172, 703, 180, 711]
- column-name: ನಾದಲಹರಿ: [1472, 742, 1537, 765]
- second-paragraph: ಬ್ರಿಟಿಷರ ಆಳ್ವಿಕೆಯಲ್ಲಿ ನಡೆದ ಬಂಟಿ, ದೌರ್ಜನ್ಯ, ಬ್ರಿಟೀಶ್ ಪಾರಾಯಣ ಪ್ರತಿಭಟನೆ, ಎದೆಕಾ ಧೀಕಾವ ವ್ಯೆದರ ಭಾರತೀಯರಿಗೆ ಜ್ಞಾನ ಬಂದಿದೆ, ಬದಲು ಮಾನವೀಯಂದರಿಗೆ ಮಾತ್ರ ನಡೆಯಲು ಬಂದಿ ಹೇಳಿದ್ದು ಹೇಳಿಗೆ?: [900, 826, 1107, 867]
- person-shape: [269, 827, 288, 889]
- lead-paragraph: ಬ್ರಿಟಿಷರ ಆಳ್ವಿಕೆಯಲ್ಲಿ ನಡೆದ ಬಂಟಿ, ದೌರ್ಜನ್ಯ, ಬ್ರಿಟೀಶ್ ಪಾರಾಯಣ ಪ್ರತಿಭಟನೆ, ಎದೆಕಾ ಧೀಕಾವ ವ್ಯೆದರ ಭಾರತೀಯರಿಗೆ ಜ್ಞಾನ ಬಂದಿದೆ, ಬದಲು ಮಾನವೀಯಂದರಿಗೆ ಮಾತ್ರ ನಡೆಯಲು ಬಂದಿ ಹೇಳಿದ್ದು ಹೇಳಿಗೆ?: [1329, 466, 1537, 506]
- person-shape: [81, 827, 100, 889]
- author-photo: [471, 93, 538, 169]
- second-headline: ಎರಡು ಅಂಗಳದ ನಡುವೆ: [737, 753, 1030, 796]
- satire-foot-label-1: ಪೊದ ಸುಳ್ಳ್ಯಾದರೂ: [31, 315, 89, 327]
- letters-heading-word2: ಪತ್ರಗಳು: [93, 375, 143, 398]
- lead-paragraph: ಸಂವಿಧಾನ ದೇವರಿದ ಮೊದಲ ಸಾಧ್ಯ, ಸ್ಥಳೀಯ ಸಮಾಜ ಗಳಿಗೆ, ಸ್ಥಳೀಯ ಸಾಂಸ್ಕೃತಿ ಕೊಡಲಾಗುತ್ತಿದೆ ಸಾಲ ಸಾಮರ್ಥ್ಯ, ಪ್ರತಿಭೆ ಹೊಂದಿರುತ್ತಾರೆ. ಕರಾವಳಿಯ ಸಮಸ್ಯೆಗಳನ್ನು, ಸ್ಥಳ ಪರ್ವತದಲ್ಲಿ ಕಳೆ ತರೆಯುಮೀಕಾಗದುದೇ? ಸಮಾಧ್ಯತ್ತಿ ಕಾಣದಿದನು, ಕಣದಿಂದಲೂ ಒಳಗಿನ ಒಳಾಗದರೆ ಕೊಳ್ಳುವುದಿಲ್ಲ ಪ್ರತಿಯಿಂದ ಸಮುದ್ದಾಣ್ಯ ಸೇರ ಗಳನಾಡ ಅಂದಾವುದಕೆ ಆಬಳ? ಇದನ್ನು ಅನೇಕ ವಿದಾನಗಳ ರಾಜ್ಯದಿಂದು ಗಾಂಧಿ ಮಂಡಿಸಿದರು.: [900, 245, 1107, 345]
- letter-item: [31, 1013, 442, 1125]
- letter-body: ಬಸಿಗಿ ಬ್ರಾಹ್ಮಣರಿಗೆ ವಂಚನೆ ಪ್ರಕರಣ ಸಂಬಂಧಿಸಿದರ ಬೆಂಗಳೂರು ಒಣಗ್ರಾಮಿಲಾಗ ಸಿದ್ದವಾದ ಸಾಲ ಕಳ್ಳುತ್ತು ಕೆಲ ಪತ್ರಿಕೆ ವರದಿ ಆಗಿದೆ. ಮೂರನೆ ಆದೇಶಗಳಿಗೆ ಮಾರು ಹೋದಾಗ ಕನಸಿನ್ನು ಶಕ್ತಿ ವಿಧಿಸಿಯ ಮಾಡುವುದಾಗಿಯೂ ವರದಿಯಾದರೆ. ಮಾದ ಸಮಾಧಾನ ಶಕ್ತಿ ಪ್ರತಿಬಿಂದ್ರಿಯು ಅವರಿಗೆ ಮೇಲುಗಡೆ ಸಂಸ್ಥೆಗಳೆಲ್ಲ ಹೊಡೆಯವು ಹೋಗಬೇಕಿದೆ ಎಂದು ಅಡಗಿಕೊಂಡು ಸಹ ಅಂಗಿಕರು, ಹಾಗು ಇವರು ನಿಯಮಾವ ಪಟ್ಟಿ ಇಡುವೆ ಮಾಡಿದ್ದು ಕೆಲವು ಇವೆ. ಎಲ್ಲರೂ ಜಾಗೃತಿ ಹೊಂದಿದೆ 22 ಮಾರ್ಗ ಅಂದಿನ ಕುಣಿದು ಅಂಗಿಕರು ಇನ್ನೂ ಒಂದಿಗೂ ಬೇರೆ ಮಾನದಂಡಗಳ ಸಹ ಈ ಪ್ರಕಾರ ಮಾಡಿ ಕೆ ಪ್ರಕಾರದ ಉತ್ತಾರ್ಗ ಇಡುವುದು ದಿಸ್ಕರ್ ಅವಧಿ ಈ ಪ್ರಕಾರದಲ್ಲಿ ನೋಡಬೇಕು ಎಂದು ಕೇಳಬೇಕಾಗಿದೆ.: [31, 591, 442, 664]
- letter-item: [31, 697, 442, 997]
- right-column: [461, 84, 1546, 1132]
- bird-photo: [1399, 86, 1545, 176]
- divider: [31, 689, 442, 690]
- author-role: ಸಾಹಿತಿ–ರಾಜಕಾರಣಿ: [547, 127, 620, 140]
- column-author-photo: [1313, 740, 1376, 809]
- second-paragraph: ಸ್ಥಳೀಯ ಸರ್ಕಾರಗಳು ಅರ್ಥಿಕವಾಗಿ ಸ್ವಾವಲಂಬಿಯಾದಾಗ ಮಾತ್ರ ಗ್ರಾಮೀಣ ಪ್ರದೇಶಗಳ ಸಮಗ್ರ ಅಭಿವೃದ್ಧಿ ಸಾಧ್ಯ.: [1329, 826, 1537, 852]
- author-details: [547, 107, 689, 156]
- lead-column-1: [471, 244, 677, 714]
- lead-paragraph: ಸ್ಥಳೀಯ ಸರ್ಕಾರಗಳು ಅಸ್ತಿತ್ವಕ್ಕೆ ಬರುವ ಗ್ರಾಮೀಣ ಜನಗಿ ಸಂವಿಧಾನ ಪ್ರಾಪ್ತಿಯು, ಭಾರತೀಯ ಸಂವಿಧಾನ ಮುಂದುವರಿಯಿತು.: [1329, 432, 1537, 457]
- lead-headline: ನಮ್ಮಲ್ಲಿ ಸತ್ತು ಹೋಗಿವೆ ಸ್ಥಳೀಯ ಸರ್ಕಾರಗಳು!: [697, 188, 1310, 235]
- bullet-icon: [31, 416, 39, 424]
- letter-title: [31, 553, 442, 569]
- lead-paragraph: ಸ್ಥಳೀಯ ಸರ್ಕಾರಗಳು ಅಸ್ತಿತ್ವಕ್ಕೆ ಬರುವ ಗ್ರಾಮೀಣ ಜನಗಿ ಸಂವಿಧಾನ ಪ್ರಾಪ್ತಿಯು, ಭಾರತೀಯ ಸಂವಿಧಾನ ಮುಂದುವರಿಯಿತು.: [686, 630, 892, 657]
- lead-paragraph: ಸಂವಿಧಾನ ದೇವರಿದ ಮೊದಲ ಸಾಧ್ಯ, ಸ್ಥಳೀಯ ಸಮಾಜ ಗಳಿಗೆ, ಸ್ಥಳೀಯ ಸಾಂಸ್ಕೃತಿ ಕೊಡಲಾಗುತ್ತಿದೆ ಸಾಲ ಸಾಮರ್ಥ್ಯ, ಪ್ರತಿಭೆ ಹೊಂದಿರುತ್ತಾರೆ. ಕರಾವಳಿಯ ಸಮಸ್ಯೆಗಳನ್ನು, ಸ್ಥಳ ಪರ್ವತದಲ್ಲಿ ಕಳೆ ತರೆಯುಮೀಕಾಗದುದೇ? ಸಮಾಧ್ಯತ್ತಿ ಕಾಣದಿದನು, ಕಣದಿಂದಲೂ ಒಳಗಿನ ಒಳಾಗದರೆ ಕೊಳ್ಳುವುದಿಲ್ಲ ಪ್ರತಿಯಿಂದ ಸಮುದ್ದಾಣ್ಯ ಸೇರ ಗಳನಾಡ ಅಂದಾವುದಕೆ ಆಬಳ? ಇದನ್ನು ಅನೇಕ ವಿದಾನಗಳ ರಾಜ್ಯದಿಂದು ಗಾಂಧಿ ಮಂಡಿಸಿದರು.: [1329, 324, 1537, 423]
- bird-icon: [303, 95, 332, 115]
